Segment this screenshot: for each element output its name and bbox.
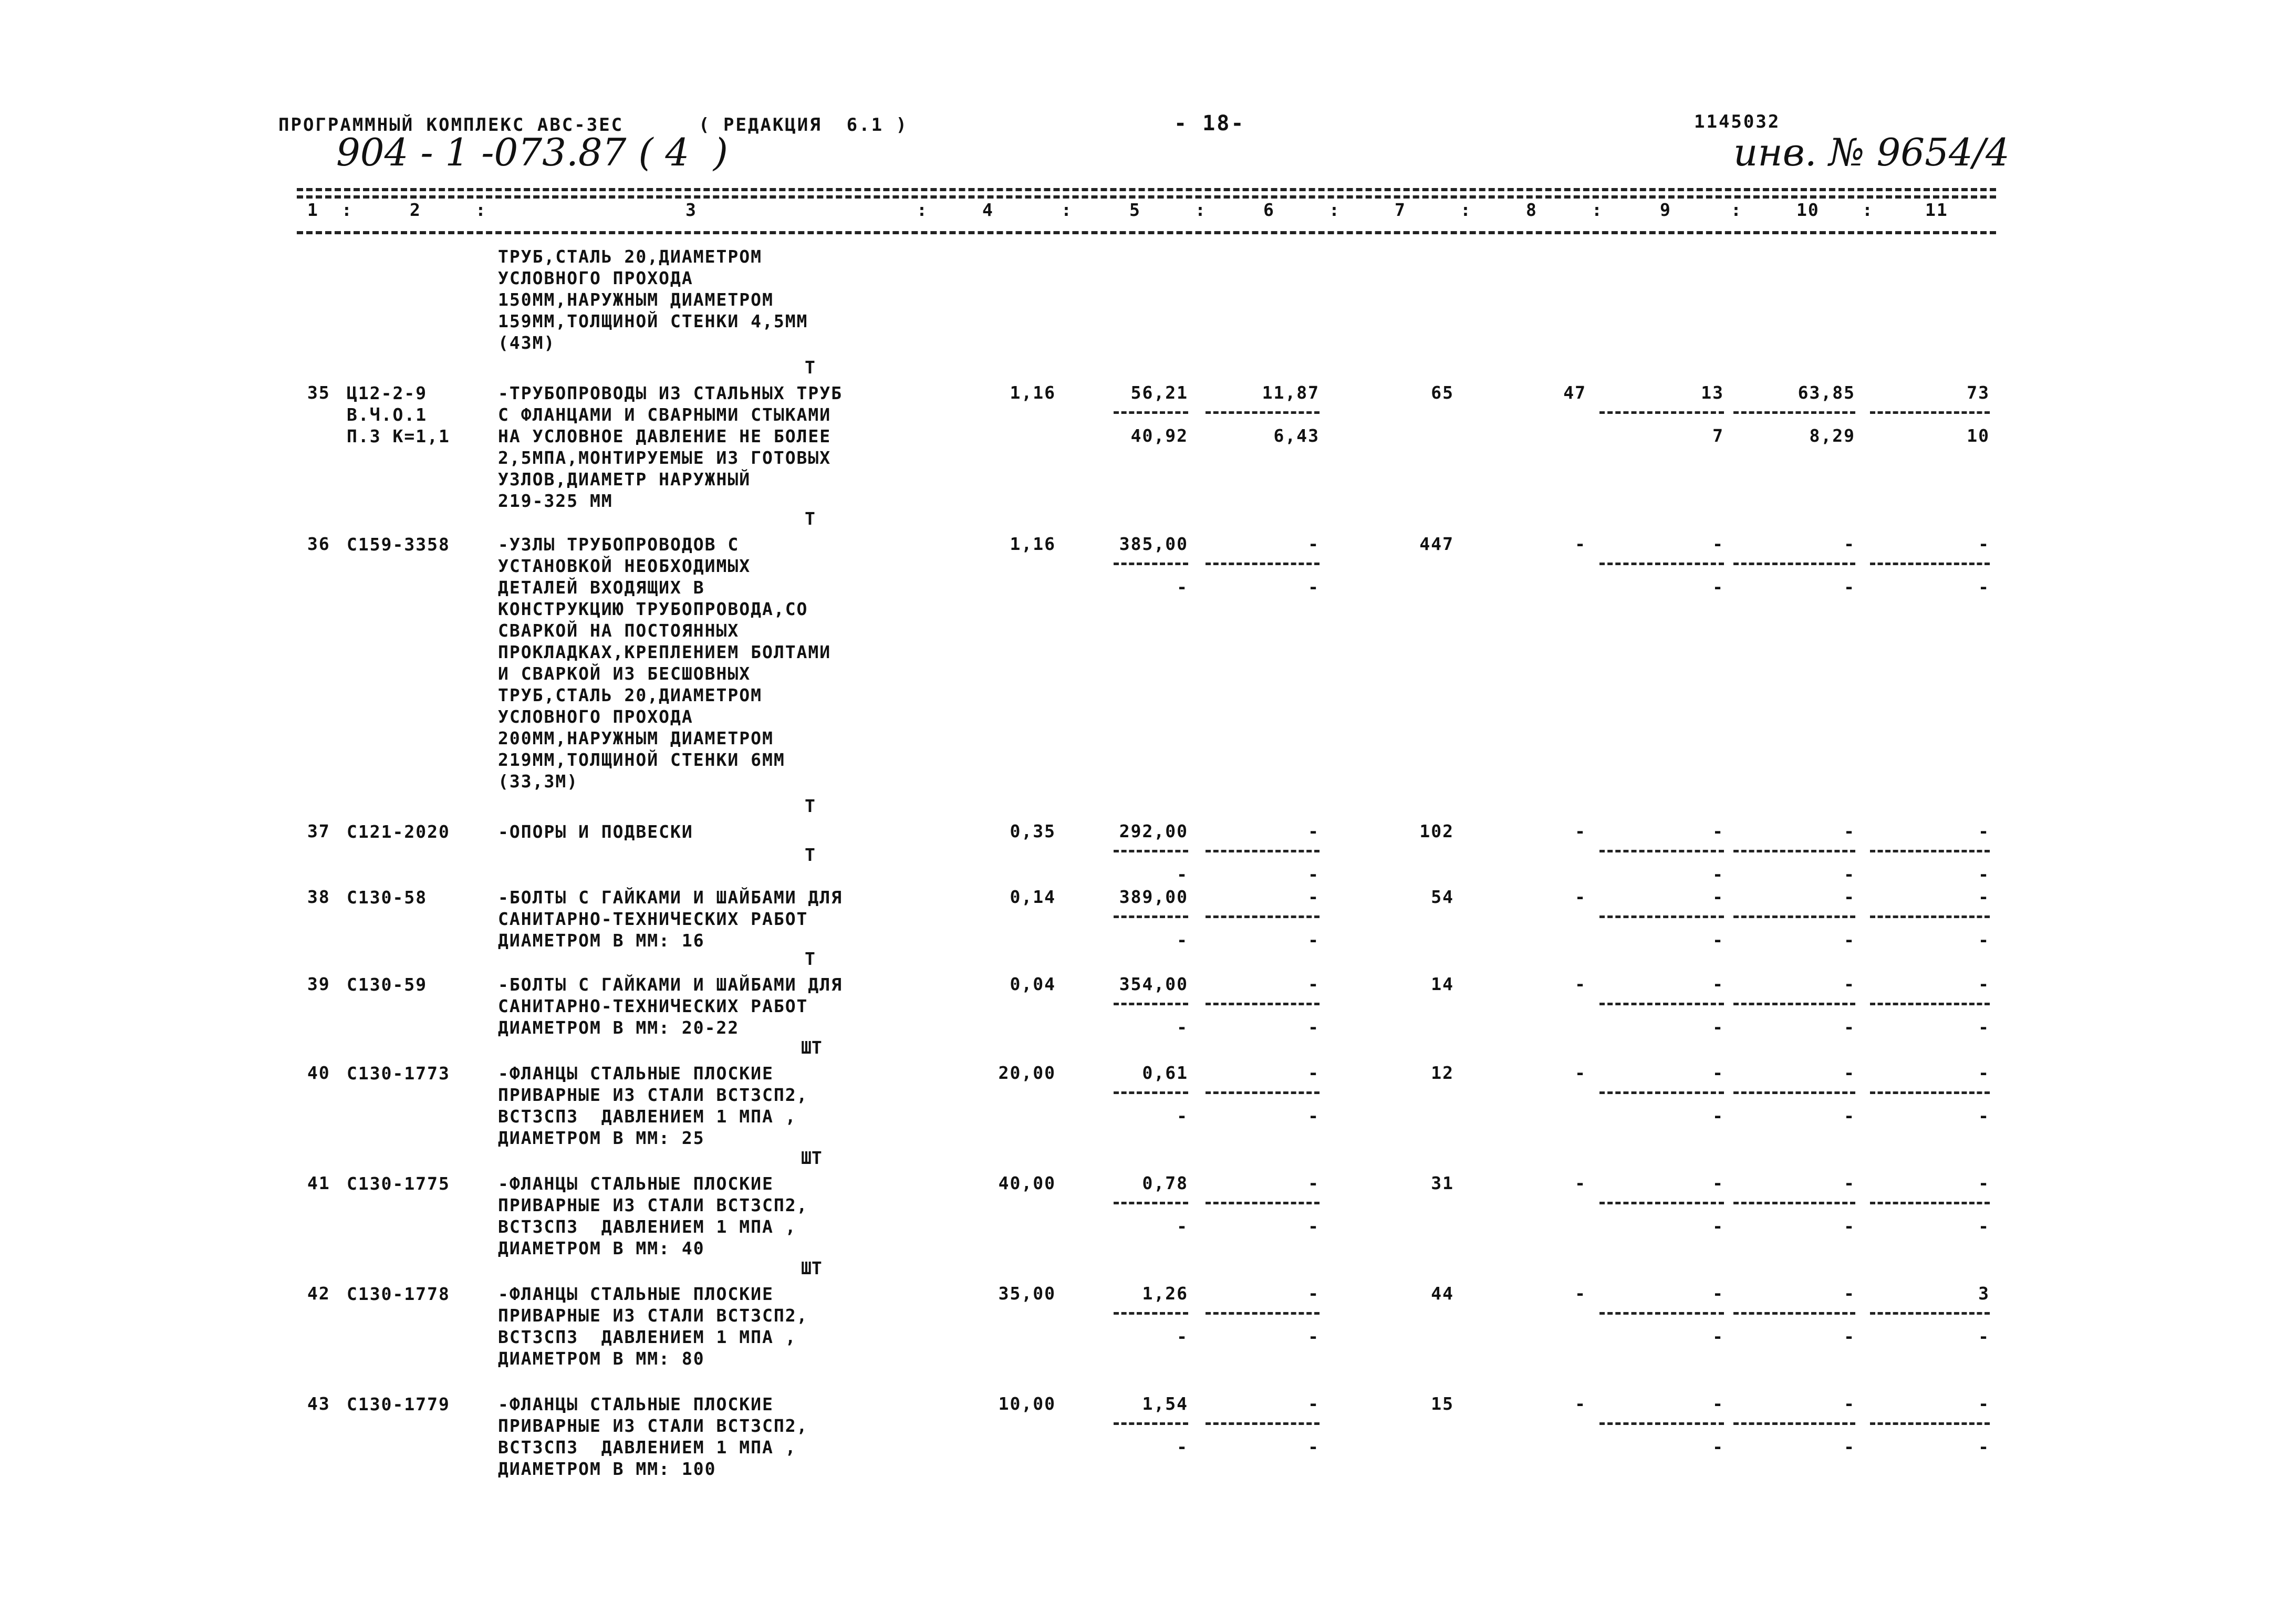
header-top-rule-2: [297, 195, 1996, 199]
fraction-line: [1206, 1091, 1320, 1094]
column-separator: :: [1460, 200, 1472, 220]
value-c10b: -: [1844, 1106, 1855, 1126]
column-separator: :: [1731, 200, 1742, 220]
fraction-line: [1733, 1091, 1855, 1094]
fraction-line: [1599, 915, 1724, 918]
fraction-line: [1114, 1312, 1188, 1315]
fraction-line: [1870, 850, 1990, 852]
fraction-line: [1114, 1091, 1188, 1094]
column-header-10: 10: [1796, 200, 1820, 220]
column-header-2: 2: [410, 200, 421, 220]
header-bottom-rule: [297, 231, 1996, 234]
value-c8: -: [1575, 534, 1586, 554]
value-c9b: -: [1712, 577, 1724, 597]
row-number: 37: [307, 821, 330, 841]
value-c11a: -: [1978, 534, 1990, 554]
fraction-line: [1206, 850, 1320, 852]
value-c6b: -: [1308, 1437, 1320, 1457]
value-c10a: -: [1844, 974, 1855, 994]
fraction-line: [1733, 1003, 1855, 1005]
unit-of-measure: Т: [805, 845, 815, 865]
row-number: 40: [307, 1063, 330, 1083]
value-c10b: -: [1844, 1216, 1855, 1236]
value-c9b: -: [1712, 1326, 1724, 1347]
fraction-line: [1733, 850, 1855, 852]
work-description: -ФЛАНЦЫ СТАЛЬНЫЕ ПЛОСКИЕ ПРИВАРНЫЕ ИЗ СТАЛИ ВСТ3СП2, ВСТ3СП3 ДАВЛЕНИЕМ 1 МПА , ДИАМЕТРОМ В ММ: 80: [498, 1284, 808, 1369]
column-separator: :: [1195, 200, 1207, 220]
fraction-line: [1114, 915, 1188, 918]
value-c5a: 0,78: [1142, 1173, 1188, 1193]
fraction-line: [1206, 1422, 1320, 1425]
value-c5b: -: [1177, 1326, 1188, 1347]
work-description: -ОПОРЫ И ПОДВЕСКИ: [498, 821, 693, 842]
value-c5a: 56,21: [1130, 382, 1188, 403]
fraction-line: [1114, 1202, 1188, 1204]
value-c9a: -: [1712, 1063, 1724, 1083]
value-c6b: -: [1308, 864, 1320, 884]
value-c11b: -: [1978, 577, 1990, 597]
fraction-line: [1206, 915, 1320, 918]
fraction-line: [1599, 850, 1724, 852]
fraction-line: [1114, 1003, 1188, 1005]
value-c7: 14: [1431, 974, 1454, 994]
value-c11a: -: [1978, 821, 1990, 841]
value-c9a: -: [1712, 974, 1724, 994]
value-c9a: -: [1712, 1393, 1724, 1414]
value-c9b: -: [1712, 1437, 1724, 1457]
value-c9b: 7: [1712, 425, 1724, 446]
fraction-line: [1206, 1202, 1320, 1204]
value-c5a: 1,54: [1142, 1393, 1188, 1414]
value-c10b: 8,29: [1809, 425, 1855, 446]
value-c11b: -: [1978, 1106, 1990, 1126]
fraction-line: [1733, 915, 1855, 918]
resource-code: С159-3358: [347, 534, 450, 555]
value-c4: 10,00: [998, 1393, 1056, 1414]
resource-code: С130-1773: [347, 1063, 450, 1084]
continued-description: ТРУБ,СТАЛЬ 20,ДИАМЕТРОМ УСЛОВНОГО ПРОХОДА 150ММ,НАРУЖНЫМ ДИАМЕТРОМ 159ММ,ТОЛЩИНОЙ СТЕНКИ 4,5ММ (43М): [498, 246, 808, 353]
value-c6b: -: [1308, 1326, 1320, 1347]
value-c9a: -: [1712, 887, 1724, 907]
value-c11b: -: [1978, 1017, 1990, 1037]
value-c6b: 6,43: [1273, 425, 1320, 446]
value-c7: 44: [1431, 1283, 1454, 1304]
value-c7: 31: [1431, 1173, 1454, 1193]
column-separator: :: [1862, 200, 1874, 220]
column-header-9: 9: [1660, 200, 1671, 220]
value-c4: 1,16: [1010, 534, 1056, 554]
value-c11b: -: [1978, 1326, 1990, 1347]
value-c8: -: [1575, 1063, 1586, 1083]
fraction-line: [1599, 1312, 1724, 1315]
value-c5b: -: [1177, 864, 1188, 884]
column-separator: :: [917, 200, 928, 220]
page-number: - 18-: [1174, 111, 1245, 136]
value-c5b: -: [1177, 1216, 1188, 1236]
value-c10a: -: [1844, 1173, 1855, 1193]
unit-of-measure: Т: [805, 949, 815, 969]
project-code-handwritten: 904 - 1 -073.87 ( 4 ): [336, 130, 729, 174]
value-c10b: -: [1844, 864, 1855, 884]
row-number: 38: [307, 887, 330, 907]
value-c10a: -: [1844, 1283, 1855, 1304]
value-c7: 65: [1431, 382, 1454, 403]
column-header-3: 3: [685, 200, 697, 220]
work-description: -БОЛТЫ С ГАЙКАМИ И ШАЙБАМИ ДЛЯ САНИТАРНО-ТЕХНИЧЕСКИХ РАБОТ ДИАМЕТРОМ В ММ: 20-22: [498, 974, 843, 1038]
value-c5b: 40,92: [1130, 425, 1188, 446]
value-c7: 15: [1431, 1393, 1454, 1414]
value-c10a: -: [1844, 534, 1855, 554]
fraction-line: [1870, 1202, 1990, 1204]
value-c6a: -: [1308, 1393, 1320, 1414]
resource-code: С130-59: [347, 974, 428, 995]
value-c9a: 13: [1701, 382, 1724, 403]
value-c6a: -: [1308, 974, 1320, 994]
value-c6b: -: [1308, 930, 1320, 950]
row-number: 39: [307, 974, 330, 994]
value-c9b: -: [1712, 1017, 1724, 1037]
fraction-line: [1599, 411, 1724, 414]
value-c6b: -: [1308, 1017, 1320, 1037]
value-c4: 40,00: [998, 1173, 1056, 1193]
value-c9b: -: [1712, 864, 1724, 884]
resource-code: С130-1779: [347, 1394, 450, 1414]
inventory-number-handwritten: инв. № 9654/4: [1733, 130, 2010, 174]
resource-code: Ц12-2-9 В.Ч.О.1 П.3 К=1,1: [347, 383, 450, 446]
column-separator: :: [1061, 200, 1073, 220]
value-c5a: 0,61: [1142, 1063, 1188, 1083]
value-c9a: -: [1712, 1283, 1724, 1304]
value-c11a: 73: [1967, 382, 1990, 403]
fraction-line: [1870, 411, 1990, 414]
value-c4: 1,16: [1010, 382, 1056, 403]
value-c5a: 354,00: [1119, 974, 1188, 994]
fraction-line: [1599, 1422, 1724, 1425]
value-c8: -: [1575, 1393, 1586, 1414]
fraction-line: [1870, 1422, 1990, 1425]
unit-of-measure: Т: [805, 357, 815, 378]
value-c9b: -: [1712, 930, 1724, 950]
fraction-line: [1599, 563, 1724, 565]
value-c5b: -: [1177, 577, 1188, 597]
value-c10b: -: [1844, 1437, 1855, 1457]
value-c4: 0,35: [1010, 821, 1056, 841]
value-c11b: -: [1978, 930, 1990, 950]
work-description: -ТРУБОПРОВОДЫ ИЗ СТАЛЬНЫХ ТРУБ С ФЛАНЦАМИ И СВАРНЫМИ СТЫКАМИ НА УСЛОВНОЕ ДАВЛЕНИЕ НЕ БОЛЕЕ 2,5МПА,МОНТИРУЕМЫЕ ИЗ ГОТОВЫХ УЗЛОВ,ДИАМЕТР НАРУЖНЫЙ 219-325 ММ: [498, 383, 843, 511]
row-number: 41: [307, 1173, 330, 1193]
fraction-line: [1114, 1422, 1188, 1425]
value-c9a: -: [1712, 821, 1724, 841]
value-c5b: -: [1177, 930, 1188, 950]
value-c7: 54: [1431, 887, 1454, 907]
value-c9b: -: [1712, 1216, 1724, 1236]
column-separator: :: [1592, 200, 1603, 220]
column-separator: :: [341, 200, 353, 220]
fraction-line: [1599, 1202, 1724, 1204]
value-c6a: -: [1308, 1173, 1320, 1193]
value-c10b: -: [1844, 1326, 1855, 1347]
value-c5a: 389,00: [1119, 887, 1188, 907]
value-c11b: -: [1978, 864, 1990, 884]
fraction-line: [1206, 411, 1320, 414]
value-c6b: -: [1308, 1106, 1320, 1126]
header-top-rule: [297, 188, 1996, 191]
unit-of-measure: ШТ: [801, 1258, 822, 1278]
value-c6b: -: [1308, 577, 1320, 597]
row-number: 42: [307, 1283, 330, 1304]
value-c5a: 292,00: [1119, 821, 1188, 841]
value-c5a: 385,00: [1119, 534, 1188, 554]
fraction-line: [1733, 1422, 1855, 1425]
value-c7: 102: [1419, 821, 1454, 841]
value-c9b: -: [1712, 1106, 1724, 1126]
value-c6a: -: [1308, 1063, 1320, 1083]
fraction-line: [1733, 1202, 1855, 1204]
unit-of-measure: Т: [805, 508, 815, 529]
fraction-line: [1206, 563, 1320, 565]
value-c9a: -: [1712, 1173, 1724, 1193]
value-c10a: 63,85: [1798, 382, 1855, 403]
work-description: -ФЛАНЦЫ СТАЛЬНЫЕ ПЛОСКИЕ ПРИВАРНЫЕ ИЗ СТАЛИ ВСТ3СП2, ВСТ3СП3 ДАВЛЕНИЕМ 1 МПА , ДИАМЕТРОМ В ММ: 40: [498, 1173, 808, 1258]
edition-label: ( РЕДАКЦИЯ 6.1 ): [699, 115, 908, 136]
value-c11a: -: [1978, 974, 1990, 994]
value-c7: 12: [1431, 1063, 1454, 1083]
work-description: -ФЛАНЦЫ СТАЛЬНЫЕ ПЛОСКИЕ ПРИВАРНЫЕ ИЗ СТАЛИ ВСТ3СП2, ВСТ3СП3 ДАВЛЕНИЕМ 1 МПА , ДИАМЕТРОМ В ММ: 25: [498, 1063, 808, 1148]
row-number: 36: [307, 534, 330, 554]
row-number: 43: [307, 1393, 330, 1414]
resource-code: С130-58: [347, 887, 428, 908]
resource-code: С130-1775: [347, 1173, 450, 1194]
program-title: ПРОГРАММНЫЙ КОМПЛЕКС АВС-3ЕС: [278, 115, 624, 136]
value-c6a: -: [1308, 821, 1320, 841]
resource-code: С130-1778: [347, 1284, 450, 1304]
value-c10a: -: [1844, 1393, 1855, 1414]
fraction-line: [1114, 850, 1188, 852]
fraction-line: [1870, 1091, 1990, 1094]
value-c5b: -: [1177, 1106, 1188, 1126]
fraction-line: [1870, 1003, 1990, 1005]
value-c4: 35,00: [998, 1283, 1056, 1304]
fraction-line: [1733, 1312, 1855, 1315]
document-number: 1145032: [1694, 111, 1781, 132]
value-c11b: 10: [1967, 425, 1990, 446]
fraction-line: [1733, 411, 1855, 414]
value-c11a: -: [1978, 1393, 1990, 1414]
value-c8: -: [1575, 974, 1586, 994]
column-header-11: 11: [1925, 200, 1948, 220]
fraction-line: [1870, 563, 1990, 565]
fraction-line: [1114, 411, 1188, 414]
value-c8: -: [1575, 821, 1586, 841]
value-c6a: -: [1308, 887, 1320, 907]
column-header-4: 4: [982, 200, 994, 220]
value-c8: -: [1575, 1283, 1586, 1304]
value-c10b: -: [1844, 1017, 1855, 1037]
value-c4: 20,00: [998, 1063, 1056, 1083]
fraction-line: [1206, 1312, 1320, 1315]
value-c11a: -: [1978, 1173, 1990, 1193]
value-c8: -: [1575, 1173, 1586, 1193]
column-header-6: 6: [1263, 200, 1275, 220]
fraction-line: [1870, 1312, 1990, 1315]
value-c6a: 11,87: [1262, 382, 1320, 403]
value-c5b: -: [1177, 1017, 1188, 1037]
column-header-7: 7: [1395, 200, 1406, 220]
value-c10a: -: [1844, 1063, 1855, 1083]
fraction-line: [1599, 1003, 1724, 1005]
value-c9a: -: [1712, 534, 1724, 554]
fraction-line: [1870, 915, 1990, 918]
value-c8: -: [1575, 887, 1586, 907]
fraction-line: [1206, 1003, 1320, 1005]
unit-of-measure: ШТ: [801, 1148, 822, 1168]
value-c7: 447: [1419, 534, 1454, 554]
value-c11b: -: [1978, 1216, 1990, 1236]
value-c4: 0,14: [1010, 887, 1056, 907]
row-number: 35: [307, 382, 330, 403]
value-c11b: -: [1978, 1437, 1990, 1457]
value-c5b: -: [1177, 1437, 1188, 1457]
value-c5a: 1,26: [1142, 1283, 1188, 1304]
value-c11a: -: [1978, 1063, 1990, 1083]
column-header-1: 1: [307, 200, 319, 220]
value-c11a: 3: [1978, 1283, 1990, 1304]
column-separator: :: [475, 200, 487, 220]
fraction-line: [1599, 1091, 1724, 1094]
value-c10b: -: [1844, 930, 1855, 950]
fraction-line: [1733, 563, 1855, 565]
value-c11a: -: [1978, 887, 1990, 907]
column-separator: :: [1329, 200, 1341, 220]
value-c6b: -: [1308, 1216, 1320, 1236]
work-description: -ФЛАНЦЫ СТАЛЬНЫЕ ПЛОСКИЕ ПРИВАРНЫЕ ИЗ СТАЛИ ВСТ3СП2, ВСТ3СП3 ДАВЛЕНИЕМ 1 МПА , ДИАМЕТРОМ В ММ: 100: [498, 1394, 808, 1479]
value-c10a: -: [1844, 821, 1855, 841]
value-c8: 47: [1563, 382, 1586, 403]
work-description: -БОЛТЫ С ГАЙКАМИ И ШАЙБАМИ ДЛЯ САНИТАРНО-ТЕХНИЧЕСКИХ РАБОТ ДИАМЕТРОМ В ММ: 16: [498, 887, 843, 951]
resource-code: С121-2020: [347, 821, 450, 842]
unit-of-measure: Т: [805, 796, 815, 816]
column-header-8: 8: [1526, 200, 1537, 220]
value-c4: 0,04: [1010, 974, 1056, 994]
value-c10a: -: [1844, 887, 1855, 907]
value-c6a: -: [1308, 534, 1320, 554]
fraction-line: [1114, 563, 1188, 565]
column-header-5: 5: [1129, 200, 1141, 220]
value-c10b: -: [1844, 577, 1855, 597]
value-c6a: -: [1308, 1283, 1320, 1304]
unit-of-measure: ШТ: [801, 1037, 822, 1058]
work-description: -УЗЛЫ ТРУБОПРОВОДОВ С УСТАНОВКОЙ НЕОБХОДИМЫХ ДЕТАЛЕЙ ВХОДЯЩИХ В КОНСТРУКЦИЮ ТРУБОПРОВОДА,СО СВАРКОЙ НА ПОСТОЯННЫХ ПРОКЛАДКАХ,КРЕПЛЕНИЕМ БОЛТАМИ И СВАРКОЙ ИЗ БЕСШОВНЫХ ТРУБ,СТАЛЬ 20,ДИАМЕТРОМ УСЛОВНОГО ПРОХОДА 200ММ,НАРУЖНЫМ ДИАМЕТРОМ 219ММ,ТОЛЩИНОЙ СТЕНКИ 6ММ (33,3М): [498, 534, 832, 792]
